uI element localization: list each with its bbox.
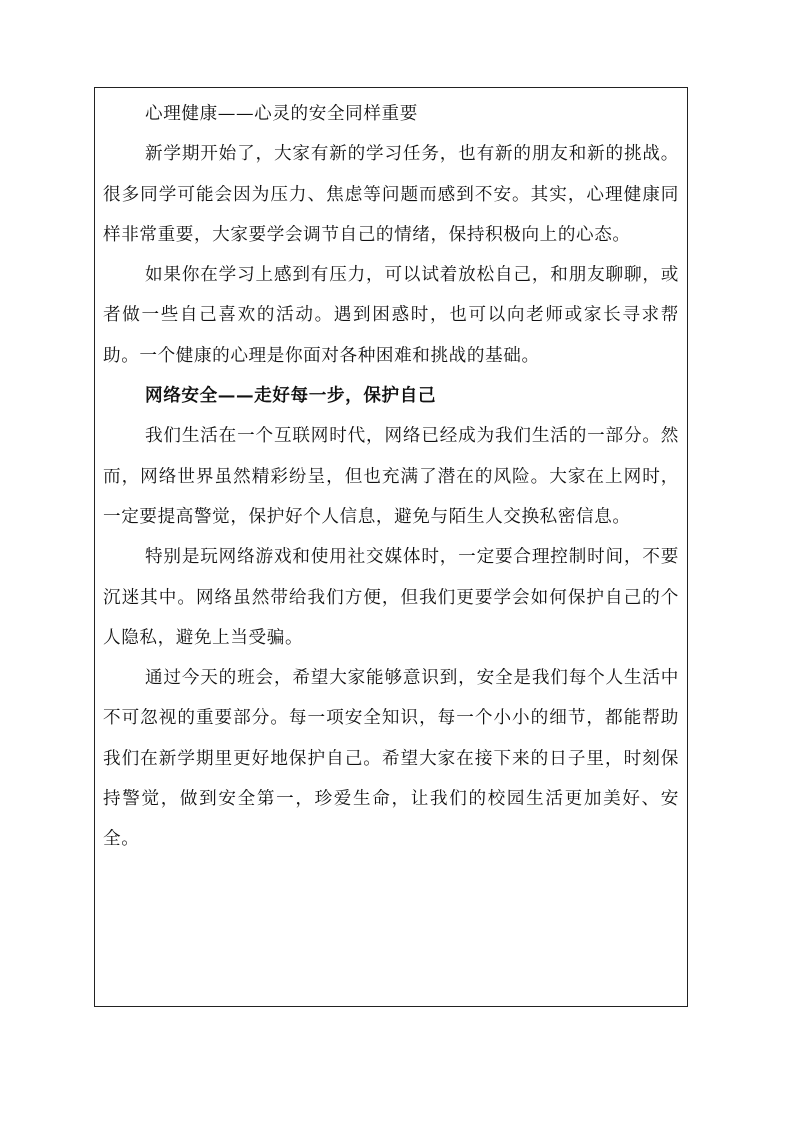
section-heading-mental-health: 心理健康——心灵的安全同样重要	[145, 104, 418, 124]
paragraph: 如果你在学习上感到有压力，可以试着放松自己，和朋友聊聊，或者做一些自己喜欢的活动。遇到困惑时，也可以向老师或家长寻求帮助。一个健康的心理是你面对各种困难和挑战的基础。	[103, 265, 679, 366]
paragraph: 新学期开始了，大家有新的学习任务，也有新的朋友和新的挑战。很多同学可能会因为压力、焦虑等问题而感到不安。其实，心理健康同样非常重要，大家要学会调节自己的情绪，保持积极向上的心态。	[103, 144, 679, 245]
paragraph: 特别是玩网络游戏和使用社交媒体时，一定要合理控制时间，不要沉迷其中。网络虽然带给我们方便，但我们更要学会如何保护自己的个人隐私，避免上当受骗。	[103, 547, 679, 648]
document-body	[103, 94, 679, 860]
section-heading-network-safety: 网络安全——走好每一步，保护自己	[145, 385, 437, 407]
paragraph: 通过今天的班会，希望大家能够意识到，安全是我们每个人生活中不可忽视的重要部分。每一项安全知识，每一个小小的细节，都能帮助我们在新学期里更好地保护自己。希望大家在接下来的日子里，时刻保持警觉，做到安全第一，珍爱生命，让我们的校园生活更加美好、安全。	[103, 668, 679, 850]
paragraph: 我们生活在一个互联网时代，网络已经成为我们生活的一部分。然而，网络世界虽然精彩纷呈，但也充满了潜在的风险。大家在上网时，一定要提高警觉，保护好个人信息，避免与陌生人交换私密信息。	[103, 426, 679, 527]
